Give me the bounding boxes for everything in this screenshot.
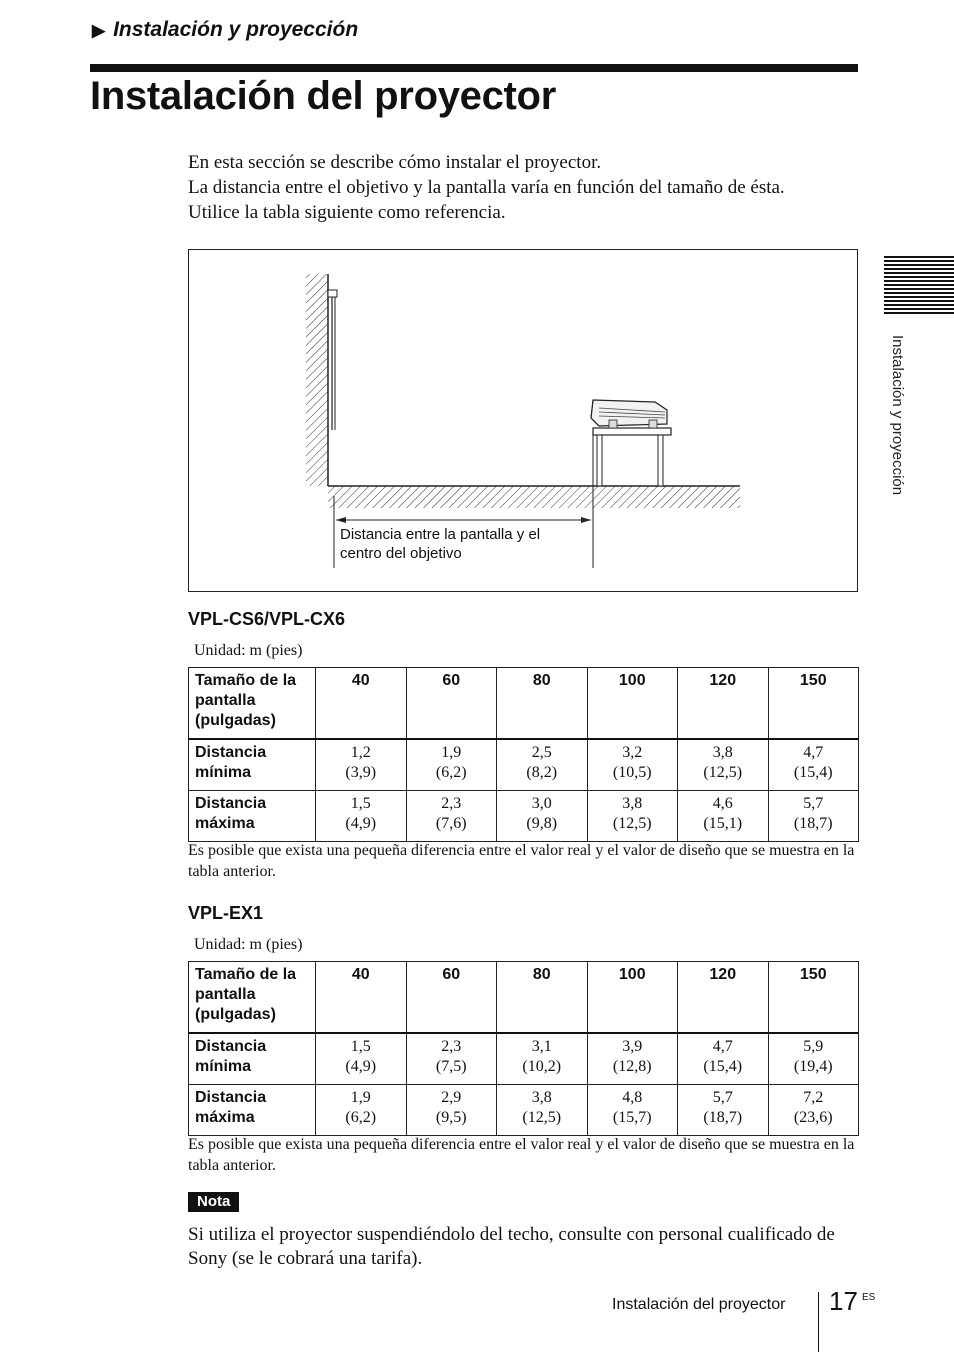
diagram-caption-line-2: centro del objetivo <box>340 545 462 562</box>
value-m: 3,0 <box>531 795 552 812</box>
side-tab-label: Instalación y proyección <box>889 335 906 496</box>
footer-label: Instalación del proyector <box>612 1296 786 1313</box>
value-ft: (23,6) <box>793 1109 833 1126</box>
page-language: ES <box>862 1292 876 1303</box>
value-cell <box>678 739 769 791</box>
table-note-1: Es posible que exista una pequeña diferencia entre el valor real y el valor de diseño que se muestra en la tabla anterior. <box>188 842 855 880</box>
value-cell <box>678 1033 769 1085</box>
value-m: 1,9 <box>350 1089 371 1106</box>
value-m: 4,7 <box>803 744 824 761</box>
row-label-line: Distancia <box>195 795 267 812</box>
page-title: Instalación del proyector <box>90 74 556 118</box>
value-m: 3,1 <box>531 1038 552 1055</box>
value-ft: (12,8) <box>612 1058 652 1075</box>
screen-case <box>328 290 337 297</box>
dimension-arrow-left <box>336 517 346 523</box>
value-ft: (3,9) <box>345 764 377 781</box>
size-cell: 80 <box>497 962 588 1034</box>
value-ft: (12,5) <box>703 764 743 781</box>
value-cell <box>406 791 497 842</box>
value-ft: (18,7) <box>703 1109 743 1126</box>
header-label-line: pantalla <box>195 692 256 709</box>
distance-table-1 <box>188 667 859 842</box>
value-m: 3,8 <box>712 744 733 761</box>
size-cell: 100 <box>587 962 678 1034</box>
value-m: 5,7 <box>712 1089 733 1106</box>
size-cell: 100 <box>587 668 678 740</box>
installation-diagram <box>188 249 858 592</box>
size-cell: 40 <box>316 668 407 740</box>
value-m: 1,9 <box>441 744 462 761</box>
header-label-line: pantalla <box>195 986 256 1003</box>
value-ft: (12,5) <box>522 1109 562 1126</box>
header-label-line: Tamaño de la <box>195 966 297 983</box>
row-label-cell <box>189 1033 316 1085</box>
value-cell <box>316 739 407 791</box>
value-cell <box>768 739 859 791</box>
value-m: 7,2 <box>803 1089 824 1106</box>
value-ft: (15,7) <box>612 1109 652 1126</box>
value-m: 4,7 <box>712 1038 733 1055</box>
value-ft: (18,7) <box>793 815 833 832</box>
diagram-caption-line-1: Distancia entre la pantalla y el <box>340 526 541 543</box>
value-m: 1,5 <box>350 795 371 812</box>
value-ft: (9,8) <box>526 815 558 832</box>
section-header <box>92 18 358 42</box>
wall-hatch <box>306 274 328 486</box>
header-label-line: Tamaño de la <box>195 672 297 689</box>
value-m: 2,5 <box>531 744 552 761</box>
value-ft: (4,9) <box>345 1058 377 1075</box>
value-m: 1,5 <box>350 1038 371 1055</box>
row-label-line: mínima <box>195 764 252 781</box>
size-cell: 60 <box>406 668 497 740</box>
floor-hatch <box>328 486 740 508</box>
size-cell: 40 <box>316 962 407 1034</box>
value-cell <box>406 1085 497 1136</box>
header-label-line: (pulgadas) <box>195 712 276 729</box>
value-cell <box>768 1033 859 1085</box>
value-cell <box>587 791 678 842</box>
row-label-line: Distancia <box>195 744 267 761</box>
value-ft: (19,4) <box>793 1058 833 1075</box>
header-label-cell <box>189 962 316 1034</box>
value-cell <box>316 791 407 842</box>
value-cell <box>587 1033 678 1085</box>
row-label-cell <box>189 739 316 791</box>
size-cell: 60 <box>406 962 497 1034</box>
table-row <box>189 739 859 791</box>
value-cell <box>406 1033 497 1085</box>
value-m: 2,3 <box>441 795 462 812</box>
row-label-cell <box>189 1085 316 1136</box>
value-ft: (15,4) <box>793 764 833 781</box>
page-number: 17 <box>829 1286 858 1316</box>
value-m: 5,7 <box>803 795 824 812</box>
value-ft: (15,1) <box>703 815 743 832</box>
value-cell <box>768 1085 859 1136</box>
value-ft: (6,2) <box>345 1109 377 1126</box>
value-ft: (7,5) <box>435 1058 467 1075</box>
value-ft: (12,5) <box>612 815 652 832</box>
title-rule <box>90 64 858 72</box>
value-ft: (15,4) <box>703 1058 743 1075</box>
value-m: 2,9 <box>441 1089 462 1106</box>
value-m: 5,9 <box>803 1038 824 1055</box>
row-label-line: Distancia <box>195 1089 267 1106</box>
size-cell: 150 <box>768 668 859 740</box>
dimension-arrow-right <box>581 517 591 523</box>
table-row <box>189 1085 859 1136</box>
value-ft: (7,6) <box>435 815 467 832</box>
table-leg-left <box>597 435 602 486</box>
value-cell <box>768 791 859 842</box>
installation-diagram-svg <box>189 250 857 591</box>
nota-text: Si utiliza el proyector suspendiéndolo del techo, consulte con personal cualificado de Sony (se le cobrará una tarifa). <box>188 1224 835 1269</box>
value-ft: (9,5) <box>435 1109 467 1126</box>
value-ft: (10,5) <box>612 764 652 781</box>
unit-label-1: Unidad: m (pies) <box>194 642 303 659</box>
header-label-line: (pulgadas) <box>195 1006 276 1023</box>
unit-label-2: Unidad: m (pies) <box>194 936 303 953</box>
nota-badge: Nota <box>188 1192 239 1212</box>
value-cell <box>497 739 588 791</box>
intro-line-1: En esta sección se describe cómo instalar el proyector. <box>188 152 602 173</box>
value-ft: (10,2) <box>522 1058 562 1075</box>
value-cell <box>587 1085 678 1136</box>
size-cell: 150 <box>768 962 859 1034</box>
table-header-row <box>189 668 859 740</box>
distance-table-2 <box>188 961 859 1136</box>
value-ft: (8,2) <box>526 764 558 781</box>
row-label-line: Distancia <box>195 1038 267 1055</box>
section-header-text: Instalación y proyección <box>113 18 359 41</box>
footer-rule <box>818 1292 819 1352</box>
table-row <box>189 791 859 842</box>
side-tab-lines <box>884 256 954 316</box>
triangle-bullet-icon: ▶ <box>92 21 106 40</box>
value-cell <box>497 1033 588 1085</box>
intro-line-2: La distancia entre el objetivo y la pantalla varía en función del tamaño de ésta. <box>188 177 785 198</box>
intro-line-3: Utilice la tabla siguiente como referencia. <box>188 202 506 223</box>
row-label-line: máxima <box>195 1109 255 1126</box>
table-header-row <box>189 962 859 1034</box>
value-cell <box>316 1033 407 1085</box>
value-m: 2,3 <box>441 1038 462 1055</box>
value-cell <box>587 739 678 791</box>
size-cell: 80 <box>497 668 588 740</box>
value-cell <box>678 791 769 842</box>
value-m: 4,8 <box>622 1089 643 1106</box>
table-leg-right <box>658 435 663 486</box>
value-cell <box>497 1085 588 1136</box>
table-row <box>189 1033 859 1085</box>
size-cell: 120 <box>678 962 769 1034</box>
projector-icon <box>591 400 667 428</box>
value-cell <box>497 791 588 842</box>
model-heading-1: VPL-CS6/VPL-CX6 <box>188 609 346 629</box>
size-cell: 120 <box>678 668 769 740</box>
value-cell <box>316 1085 407 1136</box>
value-ft: (6,2) <box>435 764 467 781</box>
value-m: 3,8 <box>622 795 643 812</box>
value-m: 4,6 <box>712 795 733 812</box>
row-label-cell <box>189 791 316 842</box>
row-label-line: mínima <box>195 1058 252 1075</box>
header-label-cell <box>189 668 316 740</box>
value-m: 3,9 <box>622 1038 643 1055</box>
table-note-2: Es posible que exista una pequeña diferencia entre el valor real y el valor de diseño que se muestra en la tabla anterior. <box>188 1136 855 1174</box>
value-cell <box>406 739 497 791</box>
value-m: 3,8 <box>531 1089 552 1106</box>
value-cell <box>678 1085 769 1136</box>
table-top <box>593 428 671 435</box>
value-m: 1,2 <box>350 744 371 761</box>
value-m: 3,2 <box>622 744 643 761</box>
value-ft: (4,9) <box>345 815 377 832</box>
row-label-line: máxima <box>195 815 255 832</box>
model-heading-2: VPL-EX1 <box>188 903 264 923</box>
